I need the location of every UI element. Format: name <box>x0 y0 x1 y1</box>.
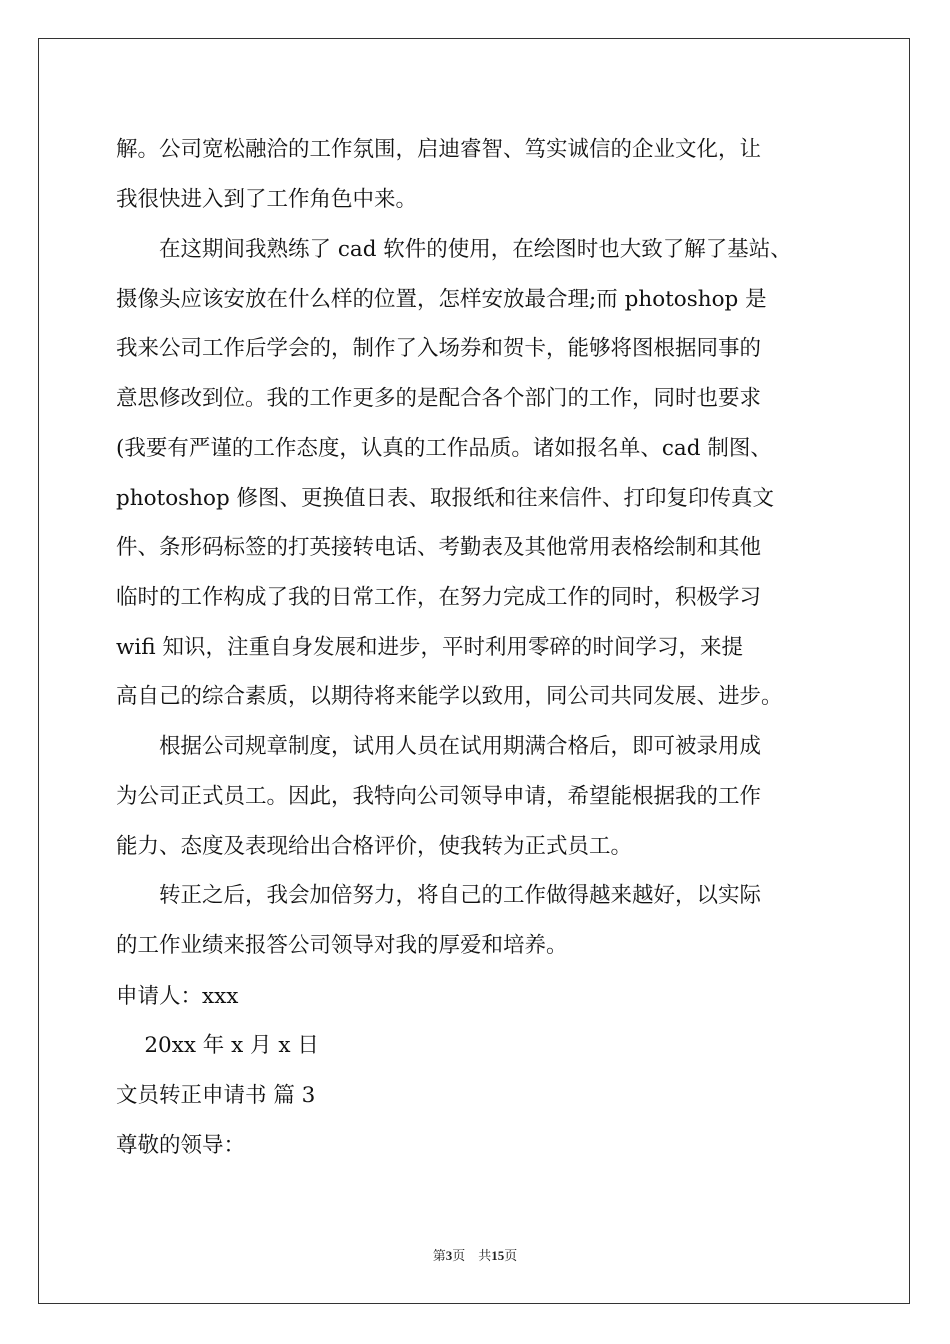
body-line: 转正之后，我会加倍努力，将自己的工作做得越来越好，以实际 <box>116 883 762 908</box>
footer-prefix: 第 <box>432 1248 446 1263</box>
body-line: 件、条形码标签的打英接转电话、考勤表及其他常用表格绘制和其他 <box>116 535 762 560</box>
body-line: 能力、态度及表现给出合格评价，使我转为正式员工。 <box>116 834 633 859</box>
page-frame <box>38 38 910 1304</box>
body-line: 在这期间我熟练了 cad 软件的使用，在绘图时也大致了解了基站、 <box>116 237 792 262</box>
body-line: 摄像头应该安放在什么样的位置，怎样安放最合理;而 photoshop 是 <box>116 287 767 312</box>
body-line: 临时的工作构成了我的日常工作，在努力完成工作的同时，积极学习 <box>116 585 762 610</box>
footer-middle: 页 共 <box>452 1248 492 1263</box>
body-line: 的工作业绩来报答公司领导对我的厚爱和培养。 <box>116 933 568 958</box>
body-line: wifi 知识，注重自身发展和进步，平时利用零碎的时间学习，来提 <box>116 635 743 660</box>
page-footer <box>0 1245 950 1264</box>
section-title: 文员转正申请书 篇 3 <box>116 1083 316 1108</box>
salutation: 尊敬的领导： <box>116 1133 246 1158</box>
body-line: 解。公司宽松融洽的工作氛围，启迪睿智、笃实诚信的企业文化，让 <box>116 137 762 162</box>
body-line: 根据公司规章制度，试用人员在试用期满合格后，即可被录用成 <box>116 734 762 759</box>
footer-total-pages: 15 <box>491 1248 505 1263</box>
body-line: 我来公司工作后学会的，制作了入场券和贺卡，能够将图根据同事的 <box>116 336 762 361</box>
footer-page-number: 3 <box>445 1248 453 1263</box>
body-line: 为公司正式员工。因此，我特向公司领导申请，希望能根据我的工作 <box>116 784 762 809</box>
body-line: (我要有严谨的工作态度，认真的工作品质。诸如报名单、cad 制图、 <box>116 436 772 461</box>
date-line: 20xx 年 x 月 x 日 <box>116 1033 319 1058</box>
body-line: 我很快进入到了工作角色中来。 <box>116 187 418 212</box>
body-line: photoshop 修图、更换值日表、取报纸和往来信件、打印复印传真文 <box>116 486 775 511</box>
applicant-line: 申请人：xxx <box>116 984 239 1009</box>
footer-suffix: 页 <box>504 1248 518 1263</box>
body-line: 高自己的综合素质，以期待将来能学以致用，同公司共同发展、进步。 <box>116 684 783 709</box>
body-line: 意思修改到位。我的工作更多的是配合各个部门的工作，同时也要求 <box>116 386 762 411</box>
